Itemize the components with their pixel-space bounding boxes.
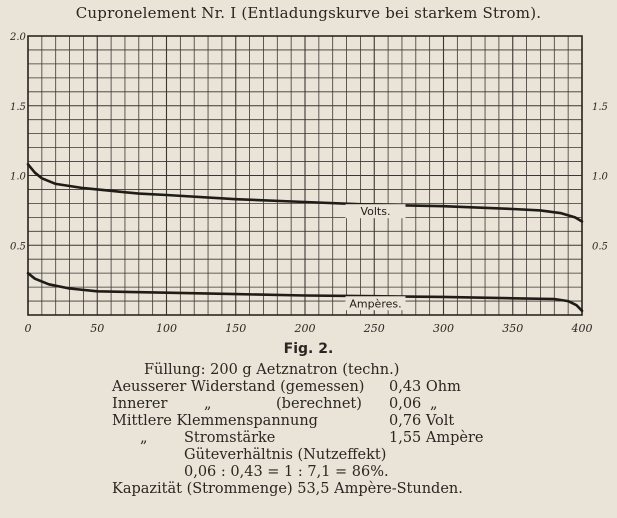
capacity-line: Kapazität (Strommenge) 53,5 Ampère-Stunden.: [112, 481, 463, 497]
x-tick-label: 0: [24, 322, 32, 335]
mean-voltage-label: Mittlere Klemmenspannung: [112, 413, 318, 429]
inner-resistance-value: 0,06: [389, 396, 422, 412]
x-tick-label: 200: [294, 322, 316, 335]
inner-ditto-mark: „: [204, 396, 212, 412]
x-tick-label: 350: [502, 322, 524, 335]
y-tick-label-left: 2.0: [10, 32, 26, 43]
filling-line: Füllung: 200 g Aetznatron (techn.): [144, 362, 400, 378]
series-label: Ampères.: [349, 297, 402, 311]
x-tick-label: 400: [571, 322, 593, 335]
inner-calculated-label: (berechnet): [276, 396, 362, 412]
chart-title: Cupronelement Nr. I (Entladungskurve bei starkem Strom).: [75, 4, 542, 22]
y-tick-label-left: 1.0: [10, 171, 26, 183]
series-label: Volts.: [360, 205, 391, 219]
current-ditto-mark: „: [140, 430, 148, 446]
y-tick-label-right: 1.0: [592, 171, 608, 183]
current-label: Stromstärke: [184, 430, 276, 446]
y-tick-label-left: 0.5: [10, 241, 26, 253]
discharge-chart: [0, 28, 617, 340]
y-tick-label-right: 1.5: [592, 101, 608, 113]
efficiency-label: Güteverhältnis (Nutzeffekt): [184, 447, 387, 463]
efficiency-formula: 0,06 : 0,43 = 1 : 7,1 = 86%.: [184, 464, 389, 480]
x-tick-label: 250: [363, 322, 385, 335]
current-value: 1,55 Ampère: [389, 430, 484, 446]
outer-resistance-value: 0,43 Ohm: [389, 379, 461, 395]
figure-label: Fig. 2.: [283, 341, 334, 357]
x-tick-label: 300: [433, 322, 454, 335]
mean-voltage-value: 0,76 Volt: [389, 413, 455, 429]
x-tick-label: 100: [156, 322, 177, 335]
outer-resistance-label: Aeusserer Widerstand (gemessen): [112, 379, 365, 395]
x-tick-label: 50: [90, 322, 105, 335]
inner-resistance-label: Innerer: [112, 396, 168, 412]
y-tick-label-right: 0.5: [592, 241, 608, 253]
inner-unit-ditto-mark: „: [430, 396, 438, 412]
y-tick-label-left: 1.5: [10, 101, 26, 113]
x-tick-label: 150: [225, 322, 247, 335]
